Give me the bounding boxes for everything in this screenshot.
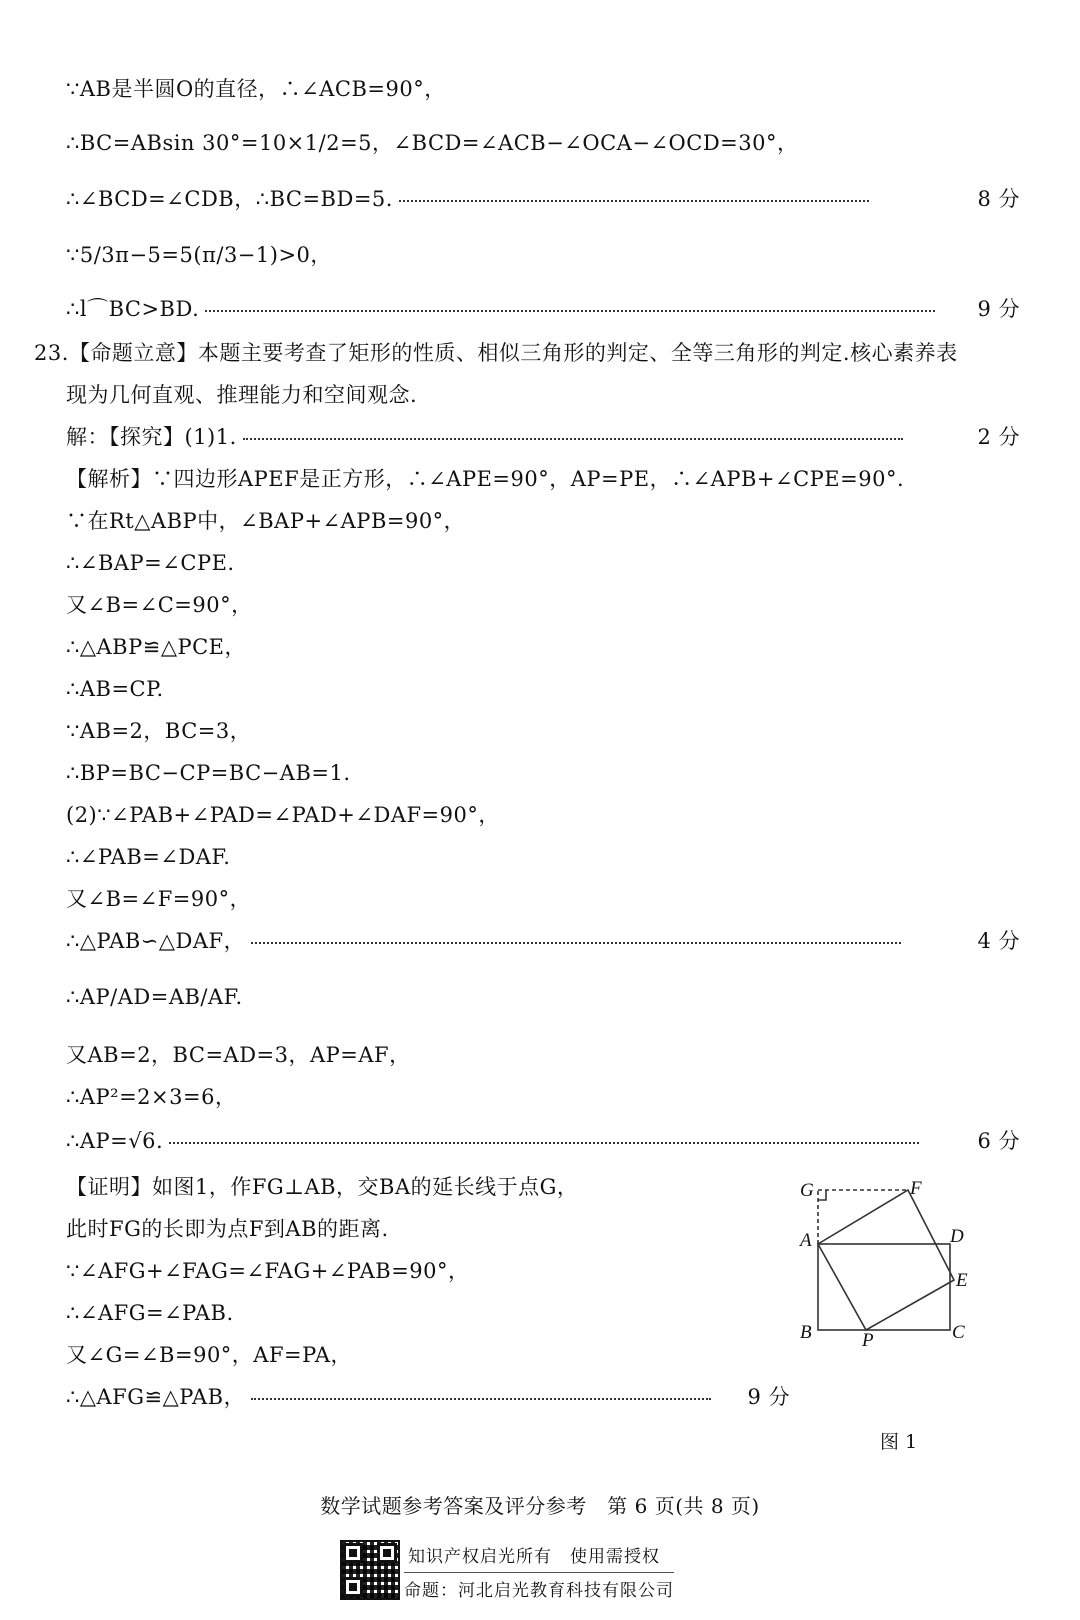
qr-corner: [377, 1543, 397, 1563]
text-line: ∴AP/AD=AB/AF.: [66, 985, 243, 1009]
label-b: B: [800, 1322, 812, 1343]
text-line: 【解析】∵四边形APEF是正方形，∴∠APE=90°，AP=PE，∴∠APB+∠CPE=90°.: [66, 467, 905, 491]
text-line: ∴△ABP≌△PCE，: [66, 635, 247, 659]
line-text: ∴∠BCD=∠CDB，∴BC=BD=5.: [66, 187, 393, 211]
label-p: P: [862, 1330, 874, 1351]
figure-drawing: [790, 1170, 990, 1360]
score-mark: 2 分: [977, 425, 1020, 449]
line-text: 解：【探究】(1)1.: [66, 425, 237, 449]
text-line: ∵在Rt△ABP中，∠BAP+∠APB=90°，: [66, 509, 466, 533]
score-mark: 9 分: [977, 297, 1020, 321]
score-mark: 6 分: [977, 1129, 1020, 1153]
text-line: ∴BC=ABsin 30°=10×1/2=5，∠BCD=∠ACB−∠OCA−∠OCD=30°，: [66, 131, 799, 155]
text-line: 又∠B=∠F=90°，: [66, 887, 252, 911]
label-d: D: [950, 1226, 964, 1247]
text-line-scored: [66, 926, 1020, 956]
text-line: ∵5/3π−5=5(π/3−1)>0，: [66, 243, 332, 267]
leader-dots: [251, 1398, 711, 1400]
text-line: 又∠G=∠B=90°，AF=PA，: [66, 1343, 353, 1367]
label-f: F: [910, 1178, 922, 1199]
leader-dots: [169, 1142, 919, 1144]
qr-corner: [343, 1577, 363, 1597]
label-a: A: [800, 1230, 812, 1251]
text-line: ∴BP=BC−CP=BC−AB=1.: [66, 761, 351, 785]
text-line: ∵AB是半圆O的直径，∴∠ACB=90°，: [66, 77, 446, 101]
text-line: ∴AB=CP.: [66, 677, 164, 701]
leader-dots: [205, 310, 935, 312]
text-line: ∴AP²=2×3=6，: [66, 1085, 237, 1109]
line-text: ∴AP=√6.: [66, 1129, 164, 1153]
square-apef: [818, 1190, 954, 1330]
leader-dots: [399, 200, 869, 202]
text-line: 此时FG的长即为点F到AB的距离.: [66, 1217, 389, 1241]
qr-code-icon: [340, 1540, 400, 1600]
text-line: 又AB=2，BC=AD=3，AP=AF，: [66, 1043, 411, 1067]
leader-dots: [251, 942, 901, 944]
question-heading: 23.【命题立意】本题主要考查了矩形的性质、相似三角形的判定、全等三角形的判定.核心素养表: [34, 341, 958, 365]
label-e: E: [956, 1270, 968, 1291]
text-line-scored: [66, 1382, 790, 1412]
score-mark: 4 分: [977, 929, 1020, 953]
text-line-scored: [66, 294, 1020, 324]
text-line-scored: [66, 184, 1020, 214]
label-g: G: [800, 1180, 814, 1201]
text-line: ∴∠PAB=∠DAF.: [66, 845, 231, 869]
line-text: ∴l⌒BC>BD.: [66, 297, 200, 321]
score-mark: 8 分: [977, 187, 1020, 211]
score-mark: 9 分: [747, 1385, 790, 1409]
text-line-scored: [66, 422, 1020, 452]
line-text: ∴△PAB∽△DAF，: [66, 929, 246, 953]
text-line: 【证明】如图1，作FG⊥AB，交BA的延长线于点G，: [66, 1175, 579, 1199]
qr-corner: [343, 1543, 363, 1563]
line-text: ∴△AFG≌△PAB，: [66, 1385, 246, 1409]
rect-abcd: [818, 1244, 950, 1330]
page-footer: 数学试题参考答案及评分参考 第 6 页(共 8 页): [320, 1494, 760, 1518]
text-line: ∵∠AFG+∠FAG=∠FAG+∠PAB=90°，: [66, 1259, 470, 1283]
leader-dots: [243, 438, 903, 440]
text-line: 现为几何直观、推理能力和空间观念.: [66, 383, 418, 407]
figure-caption: 图 1: [880, 1431, 918, 1453]
author-credit: 命题：河北启光教育科技有限公司: [404, 1572, 674, 1601]
text-line: ∴∠AFG=∠PAB.: [66, 1301, 234, 1325]
text-line: ∵AB=2，BC=3，: [66, 719, 252, 743]
right-angle-mark: [818, 1190, 826, 1200]
text-line-scored: [66, 1126, 1020, 1156]
text-line: (2)∵∠PAB+∠PAD=∠PAD+∠DAF=90°，: [66, 803, 500, 827]
text-line: 又∠B=∠C=90°，: [66, 593, 253, 617]
label-c: C: [952, 1322, 965, 1343]
copyright-notice: 知识产权启光所有 使用需授权: [408, 1547, 660, 1567]
text-line: ∴∠BAP=∠CPE.: [66, 551, 235, 575]
